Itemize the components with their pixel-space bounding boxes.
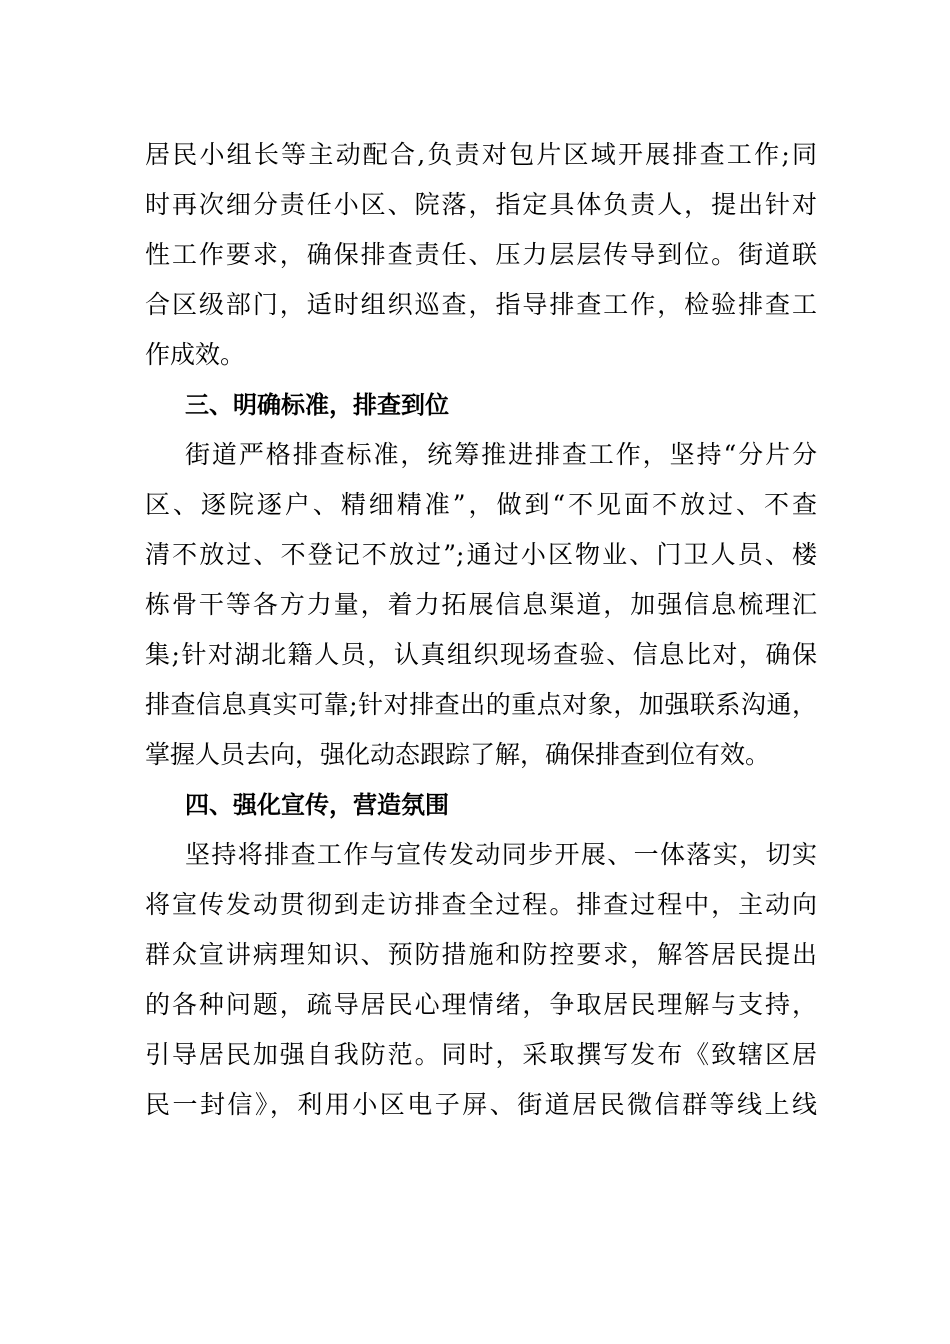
text-line: 将宣传发动贯彻到走访排查全过程。排查过程中，主动向 [145,890,817,919]
text-line: 作成效。 [145,340,246,369]
text-line: 引导居民加强自我防范。同时，采取撰写发布《致辖区居 [145,1040,817,1069]
text-line: 合区级部门，适时组织巡查，指导排查工作，检验排查工 [145,290,817,319]
text-line: 掌握人员去向，强化动态跟踪了解，确保排查到位有效。 [145,740,771,769]
text-line: 栋骨干等各方力量，着力拓展信息渠道，加强信息梳理汇 [145,590,817,619]
text-line: 街道严格排查标准，统筹推进排查工作，坚持“分片分 [185,440,817,469]
text-line: 的各种问题，疏导居民心理情绪，争取居民理解与支持， [145,990,817,1019]
paragraph-responsibility [145,130,817,380]
text-line: 清不放过、不登记不放过”;通过小区物业、门卫人员、楼 [145,540,817,569]
text-line: 集;针对湖北籍人员，认真组织现场查验、信息比对，确保 [145,640,817,669]
section-heading-3: 三、明确标准，排查到位 [185,391,449,419]
text-line: 时再次细分责任小区、院落，指定具体负责人，提出针对 [145,190,817,219]
text-line: 居民小组长等主动配合,负责对包片区域开展排查工作;同 [145,140,817,169]
text-line: 排查信息真实可靠;针对排查出的重点对象，加强联系沟通， [145,690,817,719]
text-line: 民一封信》，利用小区电子屏、街道居民微信群等线上线 [145,1090,817,1119]
document-body [145,130,817,1130]
text-line: 群众宣讲病理知识、预防措施和防控要求，解答居民提出 [145,940,817,969]
paragraph-publicity [145,830,817,1130]
text-line: 区、逐院逐户、精细精准”，做到“不见面不放过、不查 [145,490,817,519]
text-line: 坚持将排查工作与宣传发动同步开展、一体落实，切实 [185,840,817,869]
section-heading-4: 四、强化宣传，营造氛围 [185,791,449,819]
text-line: 性工作要求，确保排查责任、压力层层传导到位。街道联 [145,240,817,269]
paragraph-standards [145,430,817,780]
